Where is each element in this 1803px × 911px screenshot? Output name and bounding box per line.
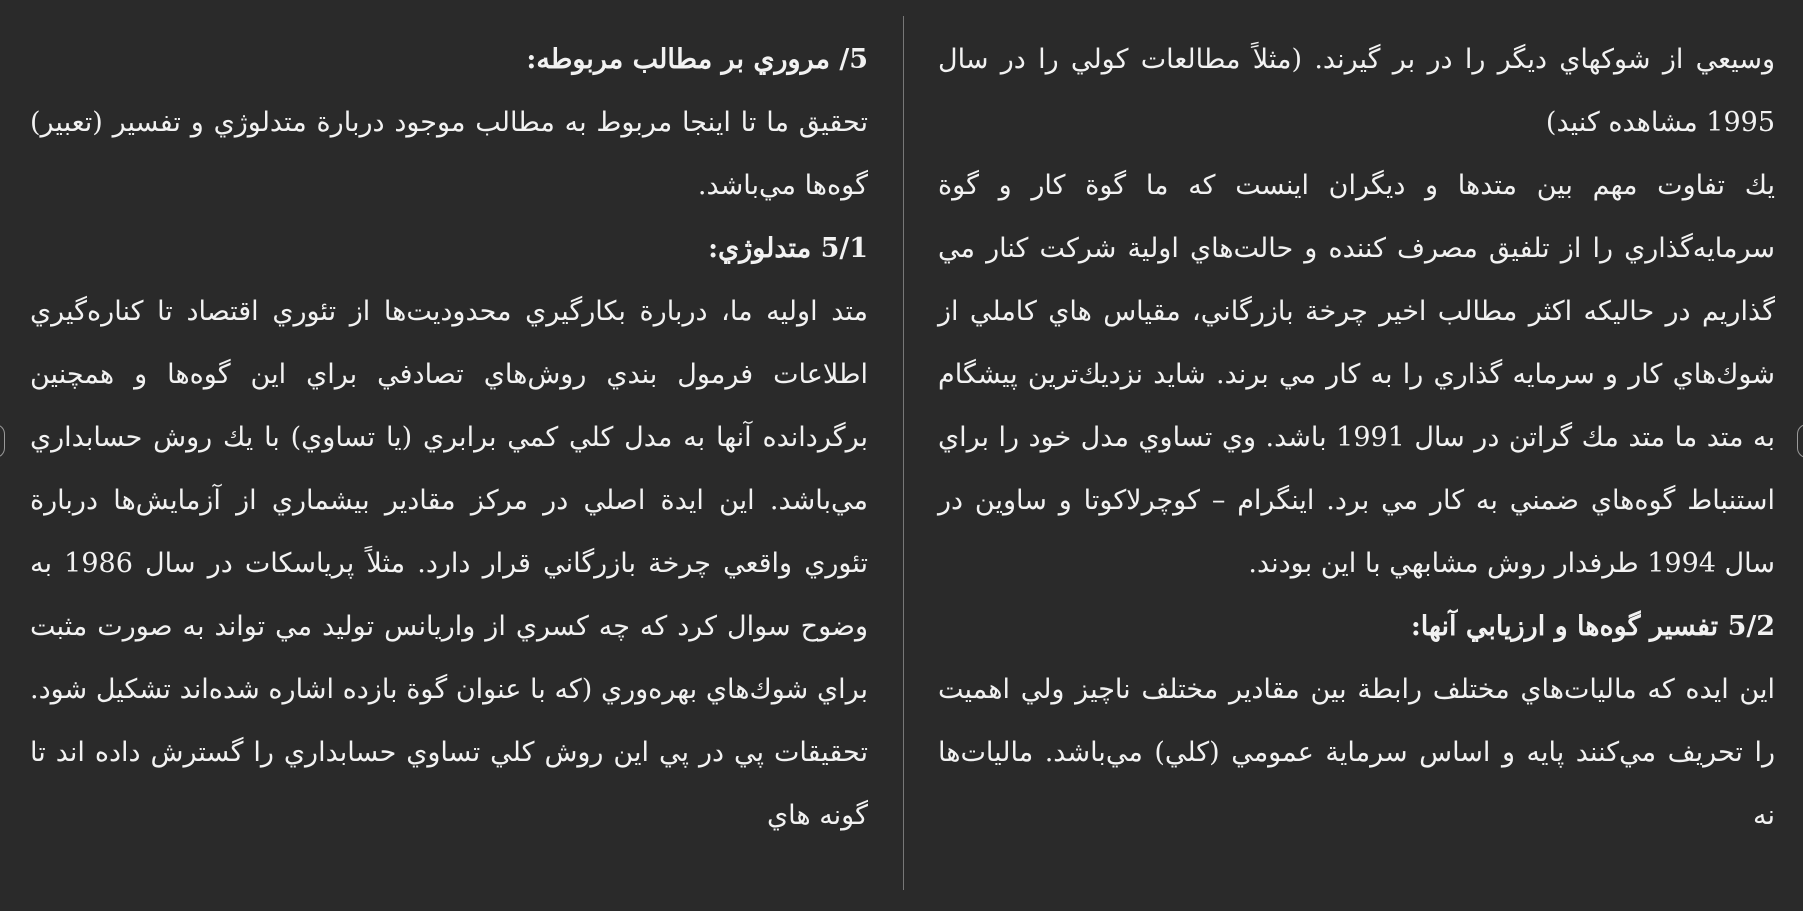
page-edge-mark-right xyxy=(1797,424,1803,458)
paragraph-continuation: وسيعي از شوكهاي ديگر را در بر گيرند. (مثلاً مطالعات كولي را در سال 1995 مشاهده كنيد) xyxy=(938,44,1775,138)
column-divider xyxy=(903,16,904,890)
paragraph-taxes: اين ايده كه ماليات‌هاي مختلف رابطة بين مقادير مختلف ناچيز ولي اهميت را تحريف مي‌كنند پايه و اساس سرماية عمومي (كلي) مي‌باشد. ماليات‌ها نه xyxy=(938,674,1775,831)
paragraph-intro: تحقيق ما تا اينجا مربوط به مطالب موجود دربارة متدلوژي و تفسير (تعبير) گوه‌ها مي‌باشد. xyxy=(30,107,868,201)
left-column xyxy=(30,0,868,911)
paragraph-difference: يك تفاوت مهم بين متدها و ديگران اينست كه ما گوة كار و گوة سرمايه‌گذاري را از تلفيق مصرف كننده و حالت‌هاي اولية شركت كنار مي گذاريم در حاليكه اكثر مطالب اخير چرخة بازرگاني، مقياس هاي كاملي از شوك‌هاي كار و سرمايه گذاري را به كار مي برند. شايد نزديك‌ترين پيشگام به متد ما متد مك گراتن در سال 1991 باشد. وي تساوي مدل خود را براي استنباط گوه‌هاي ضمني به كار مي برد. اينگرام – كوچرلاكوتا و ساوين در سال 1994 طرفدار روش مشابهي با اين بودند. xyxy=(938,170,1775,579)
section-heading-interpretation: 5/2 تفسير گوه‌ها و ارزيابي آنها: xyxy=(1410,611,1775,642)
right-column xyxy=(938,0,1775,911)
section-heading-methodology: 5/1 متدلوژي: xyxy=(708,233,868,264)
paragraph-methodology: متد اوليه ما، دربارة بكارگيري محدوديت‌ها از تئوري اقتصاد تا كناره‌گيري اطلاعات فرمول بندي روش‌هاي تصادفي براي اين گوه‌ها و همچنين برگردانده آنها به مدل كلي كمي برابري (يا تساوي) با يك روش حسابداري مي‌باشد. اين ايدة اصلي در مركز مقادير بيشماري از آزمايش‌ها دربارة تئوري واقعي چرخة بازرگاني قرار دارد. مثلاً پرياسكات در سال 1986 به وضوح سوال كرد كه چه كسري از واريانس توليد مي تواند به صورت مثبت براي شوك‌هاي بهره‌وري (كه با عنوان گوة بازده اشاره شده‌اند تشكيل شود. تحقيقات پي در پي اين روش كلي تساوي حسابداري را گسترش داده اند تا گونه هاي xyxy=(30,296,868,831)
page-edge-mark-left xyxy=(0,424,5,458)
section-heading-related-literature: 5/ مروري بر مطالب مربوطه: xyxy=(526,44,868,75)
